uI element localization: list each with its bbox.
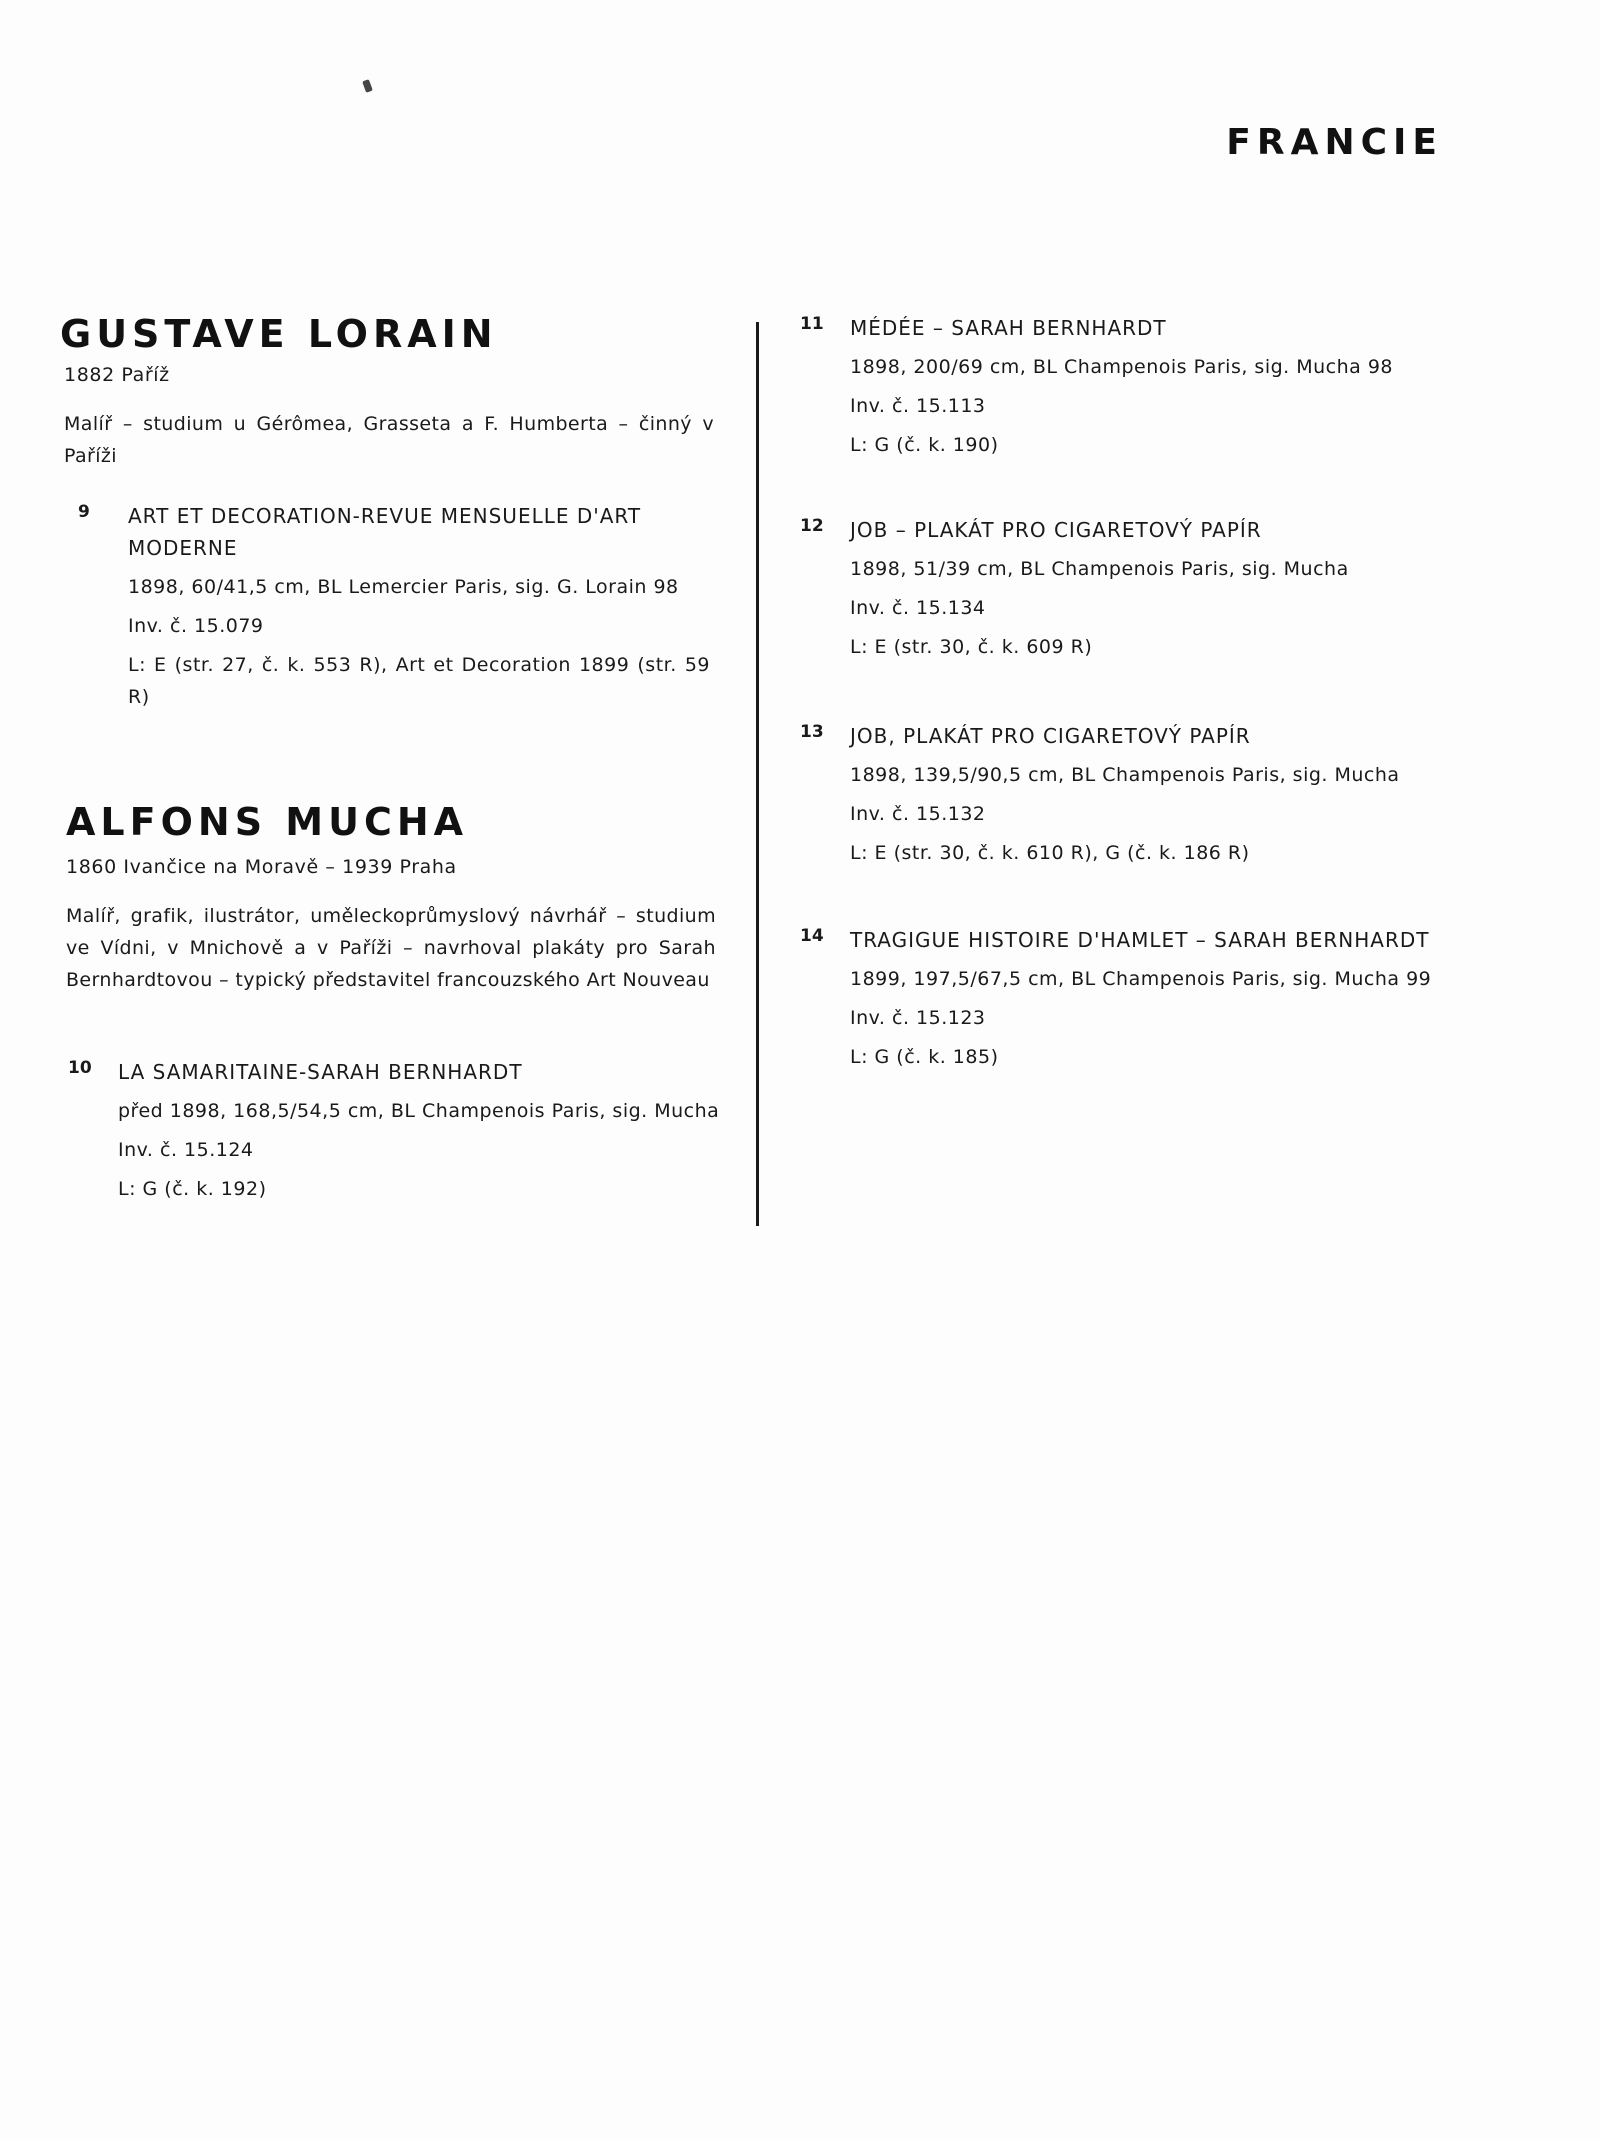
entry-details: 1899, 197,5/67,5 cm, BL Champenois Paris, sig. Mucha 99: [850, 968, 1432, 990]
entry-number: 9: [78, 502, 90, 522]
entry-inventory: Inv. č. 15.132: [850, 803, 986, 825]
entry-number: 13: [800, 722, 824, 742]
entry-inventory: Inv. č. 15.124: [118, 1139, 254, 1161]
entry-literature: L: G (č. k. 192): [118, 1178, 267, 1200]
entry-literature: L: E (str. 30, č. k. 610 R), G (č. k. 186 R): [850, 842, 1250, 864]
entry-title: TRAGIGUE HISTOIRE D'HAMLET – SARAH BERNHARDT: [850, 928, 1430, 952]
entry-body: [850, 514, 1450, 663]
entry-literature: L: G (č. k. 185): [850, 1046, 999, 1068]
entry-details: 1898, 51/39 cm, BL Champenois Paris, sig. Mucha: [850, 558, 1349, 580]
entry-number: 14: [800, 926, 824, 946]
ink-speck: [362, 79, 373, 93]
entry-literature: L: E (str. 27, č. k. 553 R), Art et Decoration 1899 (str. 59 R): [128, 654, 710, 708]
entry-title: ART ET DECORATION-REVUE MENSUELLE D'ART MODERNE: [128, 504, 642, 560]
entry-body: [128, 500, 710, 713]
artist-life-dates: 1882 Paříž: [64, 364, 170, 386]
column-divider: [756, 322, 759, 1226]
entry-inventory: Inv. č. 15.134: [850, 597, 986, 619]
entry-body: [850, 924, 1450, 1073]
artist-name: ALFONS MUCHA: [66, 800, 469, 844]
entry-number: 10: [68, 1058, 92, 1078]
entry-literature: L: E (str. 30, č. k. 609 R): [850, 636, 1093, 658]
entry-title: MÉDÉE – SARAH BERNHARDT: [850, 316, 1167, 340]
artist-bio: Malíř, grafik, ilustrátor, uměleckoprůmyslový návrhář – studium ve Vídni, v Mnichově a v Paříži – navrhoval plakáty pro Sarah Bernhardtovou – typický představitel francouzského Art Nouveau: [66, 905, 716, 991]
entry-body: [850, 312, 1450, 461]
entry-details: 1898, 200/69 cm, BL Champenois Paris, sig. Mucha 98: [850, 356, 1394, 378]
entry-title: JOB, PLAKÁT PRO CIGARETOVÝ PAPÍR: [850, 724, 1251, 748]
entry-number: 12: [800, 516, 824, 536]
entry-number: 11: [800, 314, 824, 334]
entry-details: 1898, 139,5/90,5 cm, BL Champenois Paris, sig. Mucha: [850, 764, 1400, 786]
country-heading: FRANCIE: [1226, 122, 1443, 163]
entry-literature: L: G (č. k. 190): [850, 434, 999, 456]
entry-details: před 1898, 168,5/54,5 cm, BL Champenois Paris, sig. Mucha: [118, 1100, 720, 1122]
artist-life-dates: 1860 Ivančice na Moravě – 1939 Praha: [66, 856, 457, 878]
entry-body: [118, 1056, 720, 1205]
entry-inventory: Inv. č. 15.079: [128, 615, 264, 637]
entry-inventory: Inv. č. 15.113: [850, 395, 986, 417]
artist-bio: Malíř – studium u Gérômea, Grasseta a F. Humberta – činný v Paříži: [64, 413, 714, 467]
entry-inventory: Inv. č. 15.123: [850, 1007, 986, 1029]
artist-name: GUSTAVE LORAIN: [60, 312, 498, 356]
entry-body: [850, 720, 1450, 869]
entry-title: JOB – PLAKÁT PRO CIGARETOVÝ PAPÍR: [850, 518, 1262, 542]
entry-details: 1898, 60/41,5 cm, BL Lemercier Paris, sig. G. Lorain 98: [128, 576, 679, 598]
entry-title: LA SAMARITAINE-SARAH BERNHARDT: [118, 1060, 523, 1084]
